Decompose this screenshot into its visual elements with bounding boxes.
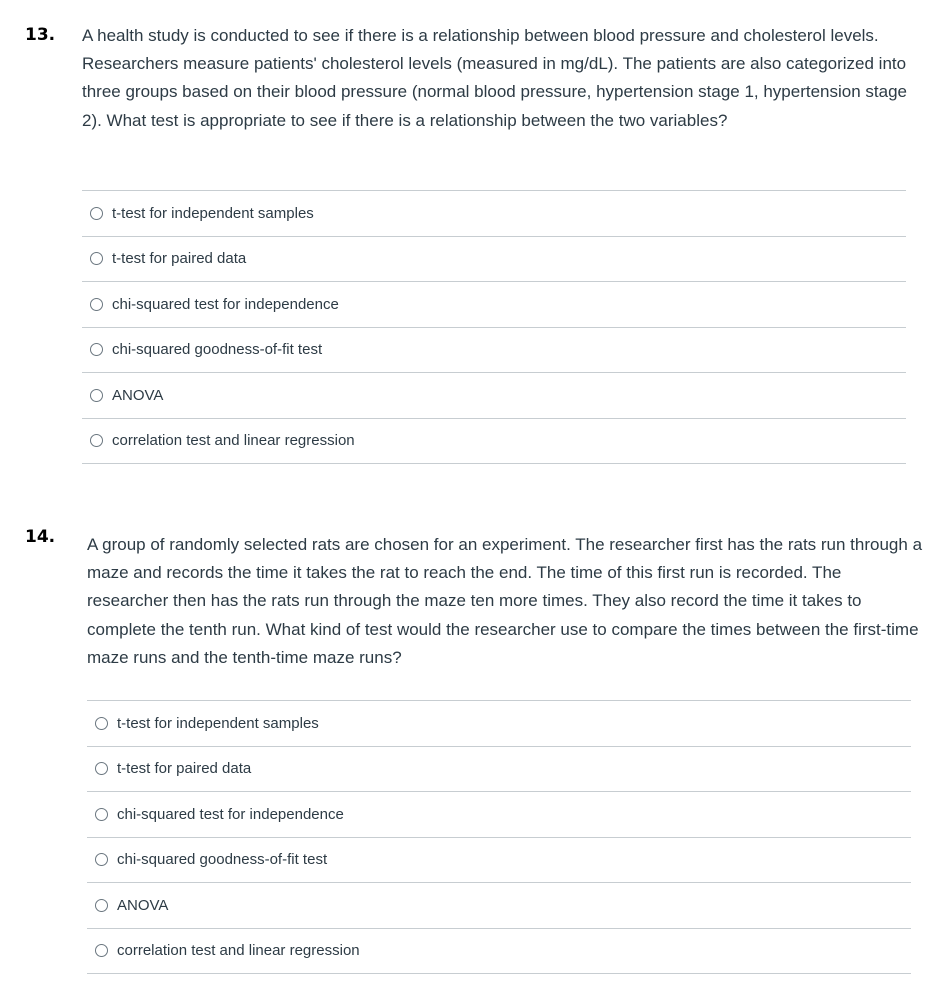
answer-option[interactable]: [82, 419, 906, 465]
radio-button-icon[interactable]: [90, 298, 103, 311]
answer-option[interactable]: [87, 838, 911, 884]
question-number: 13.: [25, 25, 56, 45]
answer-option[interactable]: [82, 373, 906, 419]
answer-list: [82, 190, 906, 464]
answer-option[interactable]: [82, 328, 906, 374]
answer-option[interactable]: [82, 191, 906, 237]
answer-label: t-test for paired data: [112, 250, 247, 268]
answer-option[interactable]: [87, 701, 911, 747]
answer-label: chi-squared test for independence: [117, 805, 344, 823]
answer-label: t-test for independent samples: [112, 204, 314, 222]
question-number: 14.: [25, 527, 56, 547]
question-text: A health study is conducted to see if there is a relationship between blood pressure and cholesterol levels. Researchers measure patients' cholesterol levels (measured in mg/dL). The patients are also categorized into three groups based on their blood pressure (normal blood pressure, hypertension stage 1, hypertension stage 2). What test is appropriate to see if there is a relationship between the two variables?: [82, 26, 908, 130]
answer-label: correlation test and linear regression: [117, 942, 360, 960]
radio-button-icon[interactable]: [90, 252, 103, 265]
radio-button-icon[interactable]: [90, 389, 103, 402]
answer-label: correlation test and linear regression: [112, 432, 355, 450]
answer-list: [87, 700, 911, 974]
radio-button-icon[interactable]: [90, 207, 103, 220]
answer-label: chi-squared goodness-of-fit test: [117, 851, 328, 869]
radio-button-icon[interactable]: [95, 717, 108, 730]
radio-button-icon[interactable]: [95, 853, 108, 866]
radio-button-icon[interactable]: [95, 762, 108, 775]
answer-label: chi-squared goodness-of-fit test: [112, 341, 323, 359]
answer-label: chi-squared test for independence: [112, 295, 339, 313]
radio-button-icon[interactable]: [95, 808, 108, 821]
answer-option[interactable]: [82, 237, 906, 283]
answer-option[interactable]: [87, 929, 911, 975]
answer-option[interactable]: [87, 792, 911, 838]
question-text: A group of randomly selected rats are chosen for an experiment. The researcher first has the rats run through a maze and records the time it takes the rat to reach the end. The time of this first run is recorded. The researcher then has the rats run through the maze ten more times. They also record the time it takes to complete the tenth run. What kind of test would the researcher use to compare the times between the first-time maze runs and the tenth-time maze runs?: [87, 535, 923, 667]
answer-label: t-test for paired data: [117, 760, 252, 778]
answer-label: ANOVA: [117, 896, 169, 914]
radio-button-icon[interactable]: [95, 944, 108, 957]
radio-button-icon[interactable]: [90, 434, 103, 447]
answer-option[interactable]: [87, 747, 911, 793]
answer-label: t-test for independent samples: [117, 714, 319, 732]
radio-button-icon[interactable]: [95, 899, 108, 912]
answer-option[interactable]: [82, 282, 906, 328]
answer-label: ANOVA: [112, 386, 164, 404]
answer-option[interactable]: [87, 883, 911, 929]
radio-button-icon[interactable]: [90, 343, 103, 356]
